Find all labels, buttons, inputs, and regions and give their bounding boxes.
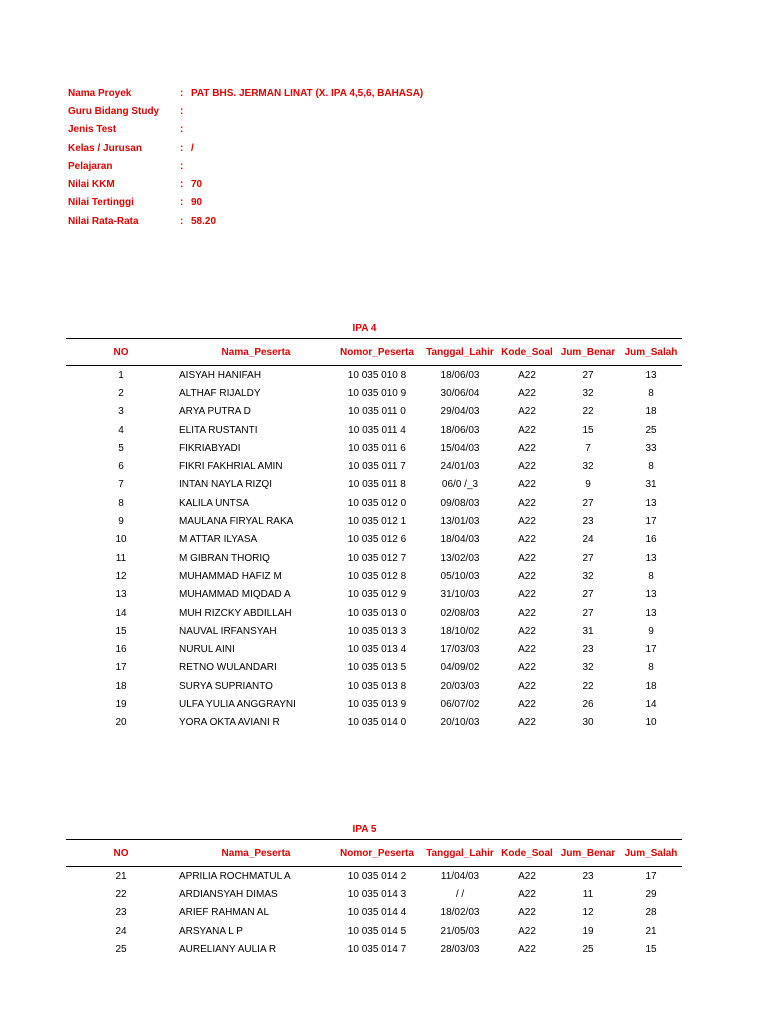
table-row: [66, 904, 682, 922]
cell-kode-soal: A22: [518, 442, 536, 454]
table-body: [66, 366, 682, 732]
cell-nama-peserta: ELITA RUSTANTI: [179, 424, 258, 436]
cell-tanggal-lahir: 18/06/03: [440, 424, 480, 436]
cell-no: 25: [115, 943, 127, 955]
cell-nama-peserta: MUH RIZCKY ABDILLAH: [179, 607, 292, 619]
cell-kode-soal: A22: [518, 644, 536, 656]
table-row: [66, 940, 682, 958]
cell-nomor-peserta: 10 035 010 9: [347, 387, 407, 399]
table-row: [66, 885, 682, 903]
info-colon: :: [180, 87, 184, 99]
cell-no: 12: [115, 570, 127, 582]
cell-jum-salah: 18: [645, 406, 657, 418]
cell-tanggal-lahir: 09/08/03: [440, 497, 480, 509]
cell-nama-peserta: YORA OKTA AVIANI R: [179, 717, 280, 729]
cell-tanggal-lahir: 18/06/03: [440, 369, 480, 381]
info-colon: :: [180, 105, 184, 117]
cell-kode-soal: A22: [518, 888, 536, 900]
cell-jum-salah: 13: [645, 589, 657, 601]
cell-no: 7: [118, 479, 124, 491]
table-row: [66, 494, 682, 512]
info-colon: :: [180, 142, 184, 154]
info-row: [68, 121, 423, 139]
table-row: [66, 421, 682, 439]
cell-tanggal-lahir: 02/08/03: [440, 607, 480, 619]
cell-kode-soal: A22: [518, 516, 536, 528]
cell-nama-peserta: NAUVAL IRFANSYAH: [179, 625, 277, 637]
info-colon: :: [180, 179, 184, 191]
cell-jum-benar: 25: [582, 943, 594, 955]
header-jum-benar: Jum_Benar: [560, 346, 616, 358]
cell-jum-salah: 31: [645, 479, 657, 491]
table-header: [66, 339, 682, 365]
cell-jum-salah: 14: [645, 698, 657, 710]
table-row: [66, 512, 682, 530]
cell-no: 20: [115, 717, 127, 729]
cell-nomor-peserta: 10 035 013 0: [347, 607, 407, 619]
cell-nama-peserta: FIKRI FAKHRIAL AMIN: [179, 461, 283, 473]
cell-no: 16: [115, 644, 127, 656]
cell-jum-salah: 17: [645, 516, 657, 528]
cell-jum-salah: 21: [645, 925, 657, 937]
cell-kode-soal: A22: [518, 461, 536, 473]
cell-jum-benar: 22: [582, 680, 594, 692]
cell-nama-peserta: APRILIA ROCHMATUL A: [179, 870, 291, 882]
info-label: Nilai Rata-Rata: [68, 215, 139, 227]
table-row: [66, 586, 682, 604]
cell-jum-benar: 27: [582, 369, 594, 381]
cell-jum-salah: 16: [645, 534, 657, 546]
cell-nomor-peserta: 10 035 014 4: [347, 907, 407, 919]
cell-nomor-peserta: 10 035 014 0: [347, 717, 407, 729]
cell-nomor-peserta: 10 035 011 8: [348, 479, 406, 491]
cell-jum-salah: 8: [648, 570, 654, 582]
cell-jum-salah: 10: [645, 717, 657, 729]
cell-jum-salah: 9: [648, 625, 654, 637]
cell-nomor-peserta: 10 035 014 3: [347, 888, 407, 900]
cell-kode-soal: A22: [518, 552, 536, 564]
cell-jum-salah: 8: [648, 387, 654, 399]
cell-tanggal-lahir: 24/01/03: [440, 461, 480, 473]
cell-nomor-peserta: 10 035 013 3: [347, 625, 407, 637]
cell-nomor-peserta: 10 035 014 2: [347, 870, 407, 882]
cell-jum-benar: 23: [582, 516, 594, 528]
info-row: [68, 84, 423, 102]
cell-tanggal-lahir: 31/10/03: [440, 589, 480, 601]
table-row: [66, 549, 682, 567]
cell-no: 14: [115, 607, 127, 619]
info-label: Kelas / Jurusan: [68, 142, 142, 154]
info-label: Pelajaran: [68, 160, 113, 172]
cell-nama-peserta: AURELIANY AULIA R: [179, 943, 277, 955]
table-row: [66, 604, 682, 622]
cell-jum-benar: 12: [582, 907, 594, 919]
cell-kode-soal: A22: [518, 607, 536, 619]
cell-jum-benar: 32: [582, 461, 594, 473]
cell-kode-soal: A22: [518, 570, 536, 582]
cell-jum-benar: 30: [582, 717, 594, 729]
cell-jum-salah: 25: [645, 424, 657, 436]
cell-tanggal-lahir: 18/02/03: [440, 907, 480, 919]
cell-no: 21: [115, 870, 127, 882]
table-row: [66, 922, 682, 940]
cell-kode-soal: A22: [518, 497, 536, 509]
cell-no: 10: [115, 534, 127, 546]
section-title: IPA 5: [352, 824, 377, 835]
cell-tanggal-lahir: 18/04/03: [440, 534, 480, 546]
info-row: [68, 212, 423, 230]
cell-tanggal-lahir: 06/0 /_3: [441, 479, 479, 491]
cell-jum-benar: 9: [585, 479, 591, 491]
cell-kode-soal: A22: [518, 625, 536, 637]
cell-jum-benar: 32: [582, 662, 594, 674]
table-row: [66, 439, 682, 457]
info-value: 70: [191, 179, 203, 191]
cell-no: 6: [118, 461, 124, 473]
info-label: Guru Bidang Study: [68, 105, 160, 117]
cell-no: 13: [115, 589, 127, 601]
info-label: Jenis Test: [68, 124, 117, 136]
cell-tanggal-lahir: 04/09/02: [440, 662, 480, 674]
cell-kode-soal: A22: [518, 589, 536, 601]
cell-no: 19: [115, 698, 127, 710]
cell-jum-benar: 31: [582, 625, 594, 637]
info-row: [68, 175, 423, 193]
table-row: [66, 567, 682, 585]
cell-kode-soal: A22: [518, 943, 536, 955]
cell-nama-peserta: MAULANA FIRYAL RAKA: [179, 516, 294, 528]
cell-jum-benar: 23: [582, 870, 594, 882]
header-jum-salah: Jum_Salah: [624, 346, 678, 358]
cell-tanggal-lahir: 18/10/02: [440, 625, 480, 637]
header-kode-soal: Kode_Soal: [501, 346, 553, 358]
table-row: [66, 384, 682, 402]
cell-jum-salah: 13: [645, 497, 657, 509]
info-colon: :: [180, 124, 184, 136]
header-nomor-peserta: Nomor_Peserta: [340, 847, 414, 859]
info-value: 58.20: [191, 215, 217, 227]
cell-kode-soal: A22: [518, 369, 536, 381]
cell-nomor-peserta: 10 035 012 7: [347, 552, 407, 564]
cell-kode-soal: A22: [518, 424, 536, 436]
cell-jum-benar: 27: [582, 607, 594, 619]
table-row: [66, 640, 682, 658]
cell-jum-salah: 17: [645, 870, 657, 882]
cell-nomor-peserta: 10 035 011 4: [348, 424, 406, 436]
info-colon: :: [180, 215, 184, 227]
cell-nomor-peserta: 10 035 013 5: [347, 662, 407, 674]
cell-jum-salah: 13: [645, 369, 657, 381]
cell-nomor-peserta: 10 035 011 6: [348, 442, 406, 454]
cell-nama-peserta: SURYA SUPRIANTO: [179, 680, 273, 692]
info-colon: :: [180, 160, 184, 172]
info-value: /: [191, 142, 194, 154]
cell-nomor-peserta: 10 035 011 0: [348, 406, 406, 418]
cell-nama-peserta: M ATTAR ILYASA: [179, 534, 258, 546]
cell-nama-peserta: ALTHAF RIJALDY: [179, 387, 261, 399]
cell-kode-soal: A22: [518, 680, 536, 692]
cell-nama-peserta: NURUL AINI: [179, 644, 235, 656]
cell-jum-salah: 28: [645, 907, 657, 919]
table-body: [66, 867, 682, 958]
cell-jum-benar: 24: [582, 534, 594, 546]
cell-nama-peserta: ULFA YULIA ANGGRAYNI: [179, 698, 296, 710]
info-row: [68, 102, 423, 120]
cell-nomor-peserta: 10 035 012 8: [347, 570, 407, 582]
header-jum-benar: Jum_Benar: [560, 847, 616, 859]
section-title: IPA 4: [352, 323, 377, 334]
cell-tanggal-lahir: 05/10/03: [440, 570, 480, 582]
cell-nomor-peserta: 10 035 012 0: [347, 497, 407, 509]
info-row: [68, 157, 423, 175]
table-row: [66, 695, 682, 713]
cell-nomor-peserta: 10 035 013 8: [347, 680, 407, 692]
header-nama-peserta: Nama_Peserta: [221, 847, 291, 859]
header-jum-salah: Jum_Salah: [624, 847, 678, 859]
cell-nomor-peserta: 10 035 013 4: [347, 644, 407, 656]
info-value: PAT BHS. JERMAN LINAT (X. IPA 4,5,6, BAHASA): [191, 87, 424, 99]
table-row: [66, 867, 682, 885]
cell-jum-salah: 17: [645, 644, 657, 656]
cell-jum-salah: 8: [648, 461, 654, 473]
cell-nomor-peserta: 10 035 012 6: [347, 534, 407, 546]
cell-kode-soal: A22: [518, 717, 536, 729]
cell-no: 23: [115, 907, 127, 919]
cell-no: 11: [115, 552, 127, 564]
cell-nama-peserta: ARSYANA L P: [179, 925, 243, 937]
cell-tanggal-lahir: 29/04/03: [440, 406, 480, 418]
cell-no: 22: [115, 888, 127, 900]
cell-tanggal-lahir: 11/04/03: [440, 870, 480, 882]
cell-nama-peserta: ARYA PUTRA D: [179, 406, 251, 418]
cell-nama-peserta: KALILA UNTSA: [179, 497, 250, 509]
cell-kode-soal: A22: [518, 534, 536, 546]
cell-tanggal-lahir: 15/04/03: [440, 442, 480, 454]
table-row: [66, 366, 682, 384]
cell-no: 15: [115, 625, 127, 637]
cell-no: 1: [118, 369, 124, 381]
cell-tanggal-lahir: 13/01/03: [440, 516, 480, 528]
cell-jum-benar: 26: [582, 698, 594, 710]
table-row: [66, 531, 682, 549]
header-tanggal-lahir: Tanggal_Lahir: [426, 847, 494, 859]
table-row: [66, 659, 682, 677]
info-value: 90: [191, 197, 203, 209]
header-kode-soal: Kode_Soal: [501, 847, 553, 859]
table-row: [66, 714, 682, 732]
cell-kode-soal: A22: [518, 907, 536, 919]
table-row: [66, 677, 682, 695]
cell-tanggal-lahir: 20/03/03: [440, 680, 480, 692]
cell-tanggal-lahir: / /: [455, 888, 465, 900]
cell-jum-salah: 13: [645, 552, 657, 564]
table-header: [66, 840, 682, 866]
cell-nama-peserta: MUHAMMAD MIQDAD A: [179, 589, 291, 601]
cell-kode-soal: A22: [518, 698, 536, 710]
cell-tanggal-lahir: 20/10/03: [440, 717, 480, 729]
cell-nomor-peserta: 10 035 012 9: [347, 589, 407, 601]
cell-jum-salah: 33: [645, 442, 657, 454]
cell-nomor-peserta: 10 035 010 8: [347, 369, 407, 381]
info-row: [68, 139, 423, 157]
cell-kode-soal: A22: [518, 387, 536, 399]
cell-jum-benar: 27: [582, 552, 594, 564]
header-nama-peserta: Nama_Peserta: [221, 346, 291, 358]
info-row: [68, 194, 423, 212]
cell-jum-benar: 22: [582, 406, 594, 418]
cell-jum-benar: 7: [585, 442, 591, 454]
info-label: Nama Proyek: [68, 87, 132, 99]
table-row: [66, 622, 682, 640]
cell-jum-benar: 23: [582, 644, 594, 656]
cell-jum-salah: 8: [648, 662, 654, 674]
cell-no: 8: [118, 497, 124, 509]
info-label: Nilai KKM: [68, 179, 115, 191]
cell-nama-peserta: ARDIANSYAH DIMAS: [179, 888, 278, 900]
cell-kode-soal: A22: [518, 479, 536, 491]
cell-nama-peserta: AISYAH HANIFAH: [179, 369, 262, 381]
cell-jum-benar: 11: [582, 888, 594, 900]
table-row: [66, 403, 682, 421]
table-row: [66, 457, 682, 475]
header-no: NO: [113, 847, 129, 859]
cell-tanggal-lahir: 17/03/03: [440, 644, 480, 656]
header-no: NO: [113, 346, 129, 358]
cell-jum-salah: 18: [645, 680, 657, 692]
info-label: Nilai Tertinggi: [68, 197, 134, 209]
cell-nomor-peserta: 10 035 014 5: [347, 925, 407, 937]
cell-jum-salah: 13: [645, 607, 657, 619]
cell-kode-soal: A22: [518, 406, 536, 418]
cell-nama-peserta: MUHAMMAD HAFIZ M: [179, 570, 282, 582]
cell-jum-benar: 27: [582, 589, 594, 601]
info-colon: :: [180, 197, 184, 209]
cell-kode-soal: A22: [518, 925, 536, 937]
cell-tanggal-lahir: 28/03/03: [440, 943, 480, 955]
cell-tanggal-lahir: 06/07/02: [440, 698, 480, 710]
cell-jum-salah: 29: [645, 888, 657, 900]
cell-jum-benar: 15: [582, 424, 594, 436]
header-nomor-peserta: Nomor_Peserta: [340, 346, 414, 358]
cell-nomor-peserta: 10 035 011 7: [348, 461, 406, 473]
cell-no: 2: [118, 387, 124, 399]
cell-jum-benar: 32: [582, 387, 594, 399]
cell-no: 5: [118, 442, 124, 454]
cell-nama-peserta: M GIBRAN THORIQ: [179, 552, 270, 564]
cell-no: 18: [115, 680, 127, 692]
cell-no: 24: [115, 925, 127, 937]
cell-tanggal-lahir: 21/05/03: [440, 925, 480, 937]
cell-no: 3: [118, 406, 124, 418]
cell-no: 9: [118, 516, 124, 528]
cell-nama-peserta: RETNO WULANDARI: [179, 662, 277, 674]
cell-no: 4: [118, 424, 124, 436]
header-tanggal-lahir: Tanggal_Lahir: [426, 346, 494, 358]
cell-tanggal-lahir: 13/02/03: [440, 552, 480, 564]
table-row: [66, 476, 682, 494]
cell-nomor-peserta: 10 035 013 9: [347, 698, 407, 710]
cell-no: 17: [115, 662, 127, 674]
cell-nomor-peserta: 10 035 012 1: [347, 516, 407, 528]
cell-nama-peserta: ARIEF RAHMAN AL: [179, 907, 270, 919]
cell-tanggal-lahir: 30/06/04: [440, 387, 480, 399]
cell-jum-salah: 15: [645, 943, 657, 955]
cell-jum-benar: 32: [582, 570, 594, 582]
cell-kode-soal: A22: [518, 662, 536, 674]
cell-kode-soal: A22: [518, 870, 536, 882]
cell-jum-benar: 27: [582, 497, 594, 509]
cell-jum-benar: 19: [582, 925, 594, 937]
cell-nama-peserta: INTAN NAYLA RIZQI: [179, 479, 272, 491]
project-info: [68, 84, 423, 230]
cell-nomor-peserta: 10 035 014 7: [347, 943, 407, 955]
cell-nama-peserta: FIKRIABYADI: [179, 442, 241, 454]
